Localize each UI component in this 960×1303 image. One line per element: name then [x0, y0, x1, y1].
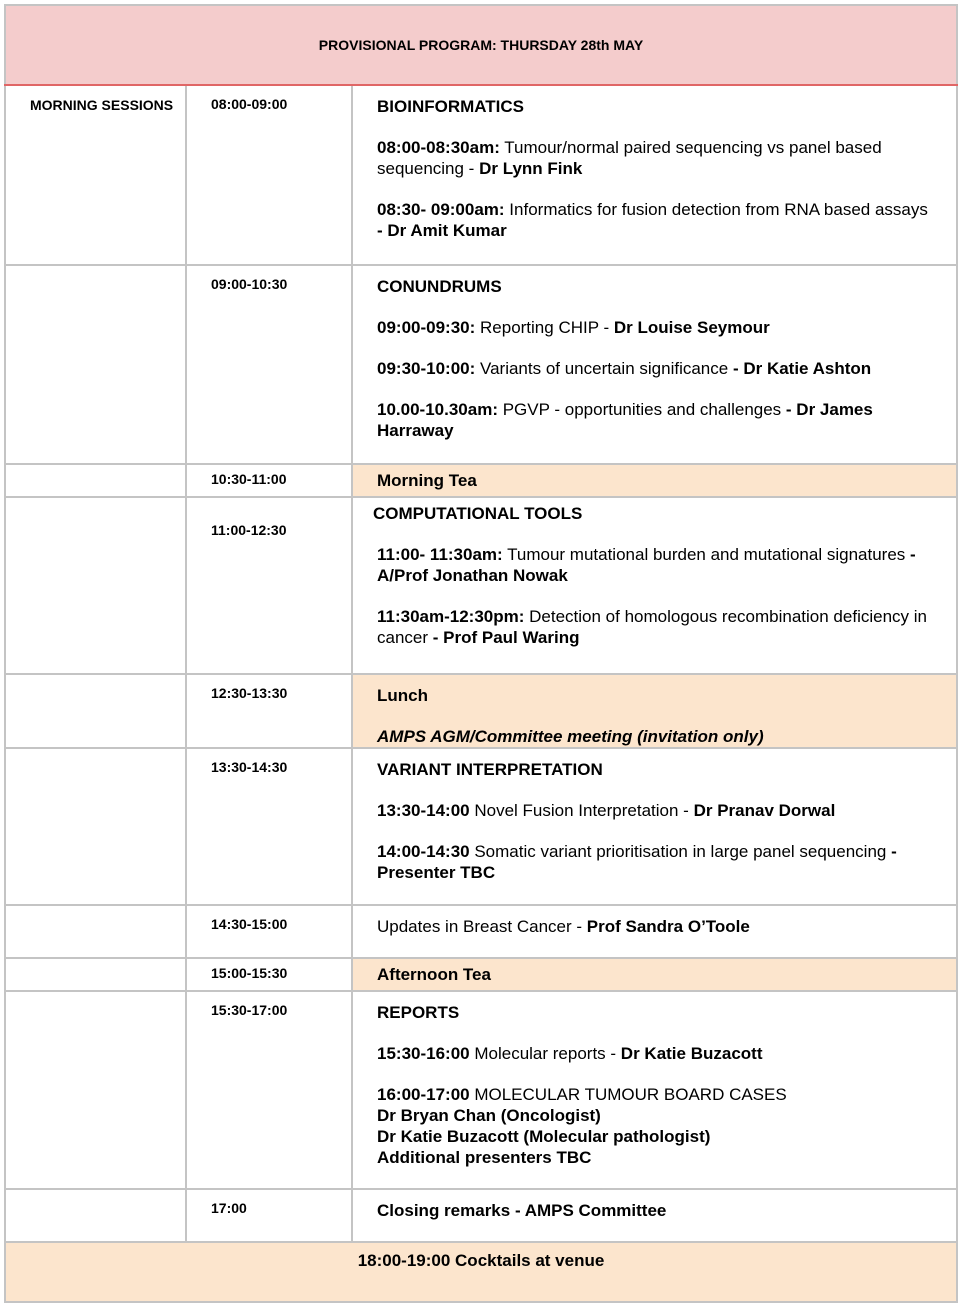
talk-item: [377, 199, 936, 241]
footer-row: [5, 1242, 957, 1302]
table-row: [5, 464, 957, 497]
time-slot: 17:00: [186, 1189, 352, 1242]
talk-speaker: Dr Bryan Chan (Oncologist): [377, 1106, 601, 1125]
talk-item: [377, 544, 936, 586]
talk-desc: Informatics for fusion detection from RNA based assays: [504, 200, 928, 219]
talk-desc: Tumour mutational burden and mutational signatures: [502, 545, 910, 564]
talk-time: 11:00- 11:30am:: [377, 545, 503, 564]
time-slot: 10:30-11:00: [186, 464, 352, 497]
break-title: Lunch: [377, 686, 428, 705]
talk-time: 08:00-08:30am:: [377, 138, 500, 157]
table-row: [5, 905, 957, 958]
talk-desc: Tumour/normal paired sequencing vs panel based sequencing -: [377, 138, 882, 178]
time-slot: 14:30-15:00: [186, 905, 352, 958]
talk-item: [377, 800, 936, 821]
talk-time: 15:30-16:00: [377, 1044, 470, 1063]
talk-speaker: - Presenter TBC: [377, 842, 897, 882]
talk-desc: PGVP - opportunities and challenges: [497, 400, 786, 419]
talk-speaker: Prof Sandra O’Toole: [586, 917, 750, 936]
talk-speaker: - A/Prof Jonathan Nowak: [377, 545, 916, 585]
talk-desc: Molecular reports -: [469, 1044, 621, 1063]
talk-item: [377, 841, 936, 883]
session-title: CONUNDRUMS: [377, 277, 502, 296]
talk-speaker: - Dr Amit Kumar: [377, 221, 507, 240]
table-row: [5, 1189, 957, 1242]
session-title: Closing remarks - AMPS Committee: [377, 1201, 667, 1220]
session-title: REPORTS: [377, 1003, 460, 1022]
talk-time: 11:30am-12:30pm:: [377, 607, 525, 626]
talk-speaker: - Prof Paul Waring: [432, 628, 580, 647]
session-content: [352, 991, 957, 1189]
program-table: [4, 4, 958, 1303]
talk-item: [377, 358, 936, 379]
table-row: [5, 497, 957, 674]
talk-item: [377, 137, 936, 179]
talk-desc: Detection of homologous recombination deficiency in cancer: [377, 607, 927, 647]
talk-speaker: Additional presenters TBC: [377, 1148, 592, 1167]
talk-item: [377, 606, 936, 648]
empty-cell: [5, 958, 186, 991]
session-content: [352, 1189, 957, 1242]
talk-speaker: - Dr Katie Ashton: [732, 359, 872, 378]
table-row: [5, 85, 957, 265]
talk-desc: Novel Fusion Interpretation -: [469, 801, 694, 820]
talk-desc: Variants of uncertain significance: [475, 359, 733, 378]
talk-desc: Somatic variant prioritisation in large panel sequencing: [469, 842, 892, 861]
talk-speaker: - Dr James Harraway: [377, 400, 873, 440]
talk-time: 10.00-10.30am:: [377, 400, 498, 419]
session-title: BIOINFORMATICS: [377, 97, 525, 116]
time-slot: 13:30-14:30: [186, 748, 352, 905]
time-slot: 15:00-15:30: [186, 958, 352, 991]
session-content: [352, 265, 957, 464]
empty-cell: [5, 497, 186, 674]
table-row: [5, 958, 957, 991]
talk-desc: MOLECULAR TUMOUR BOARD CASES: [469, 1085, 787, 1104]
table-row: [5, 748, 957, 905]
talk-item: [377, 399, 936, 441]
talk-speaker: Dr Louise Seymour: [613, 318, 770, 337]
break-title: Afternoon Tea: [377, 965, 491, 984]
session-content: [352, 497, 957, 674]
time-slot: 09:00-10:30: [186, 265, 352, 464]
talk-time: 13:30-14:00: [377, 801, 470, 820]
header-row: [5, 5, 957, 85]
empty-cell: [5, 464, 186, 497]
talk-speaker: Dr Pranav Dorwal: [693, 801, 836, 820]
empty-cell: [5, 748, 186, 905]
talk-time: 16:00-17:00: [377, 1085, 470, 1104]
break-note: AMPS AGM/Committee meeting (invitation only): [377, 727, 764, 746]
talk-desc: Reporting CHIP -: [475, 318, 614, 337]
empty-cell: [5, 991, 186, 1189]
talk-item: [377, 1043, 936, 1064]
empty-cell: [5, 674, 186, 748]
talk-item: [377, 317, 936, 338]
session-content: [352, 748, 957, 905]
session-label: MORNING SESSIONS: [5, 85, 186, 265]
talk-speaker: Dr Katie Buzacott (Molecular pathologist): [377, 1127, 711, 1146]
empty-cell: [5, 905, 186, 958]
break-cell: [352, 674, 957, 748]
session-content: [352, 905, 957, 958]
talk-speaker: Dr Katie Buzacott: [620, 1044, 763, 1063]
time-slot: 12:30-13:30: [186, 674, 352, 748]
table-row: [5, 674, 957, 748]
break-cell: [352, 958, 957, 991]
empty-cell: [5, 1189, 186, 1242]
talk-time: 14:00-14:30: [377, 842, 470, 861]
talk-time: 09:00-09:30:: [377, 318, 476, 337]
talk-time: 08:30- 09:00am:: [377, 200, 505, 219]
time-slot: 11:00-12:30: [186, 497, 352, 674]
break-cell: [352, 464, 957, 497]
empty-cell: [5, 265, 186, 464]
table-row: [5, 265, 957, 464]
time-slot: 08:00-09:00: [186, 85, 352, 265]
session-title: VARIANT INTERPRETATION: [377, 760, 603, 779]
break-title: Morning Tea: [377, 471, 477, 490]
session-content: [352, 85, 957, 265]
time-slot: 15:30-17:00: [186, 991, 352, 1189]
session-title: COMPUTATIONAL TOOLS: [373, 504, 583, 523]
talk-item: [377, 1084, 936, 1168]
talk-time: 09:30-10:00:: [377, 359, 476, 378]
page-title: PROVISIONAL PROGRAM: THURSDAY 28th MAY: [5, 5, 957, 85]
table-row: [5, 991, 957, 1189]
footer-text: 18:00-19:00 Cocktails at venue: [5, 1242, 957, 1302]
talk-speaker: Dr Lynn Fink: [479, 159, 583, 178]
talk-desc: Updates in Breast Cancer -: [377, 917, 587, 936]
